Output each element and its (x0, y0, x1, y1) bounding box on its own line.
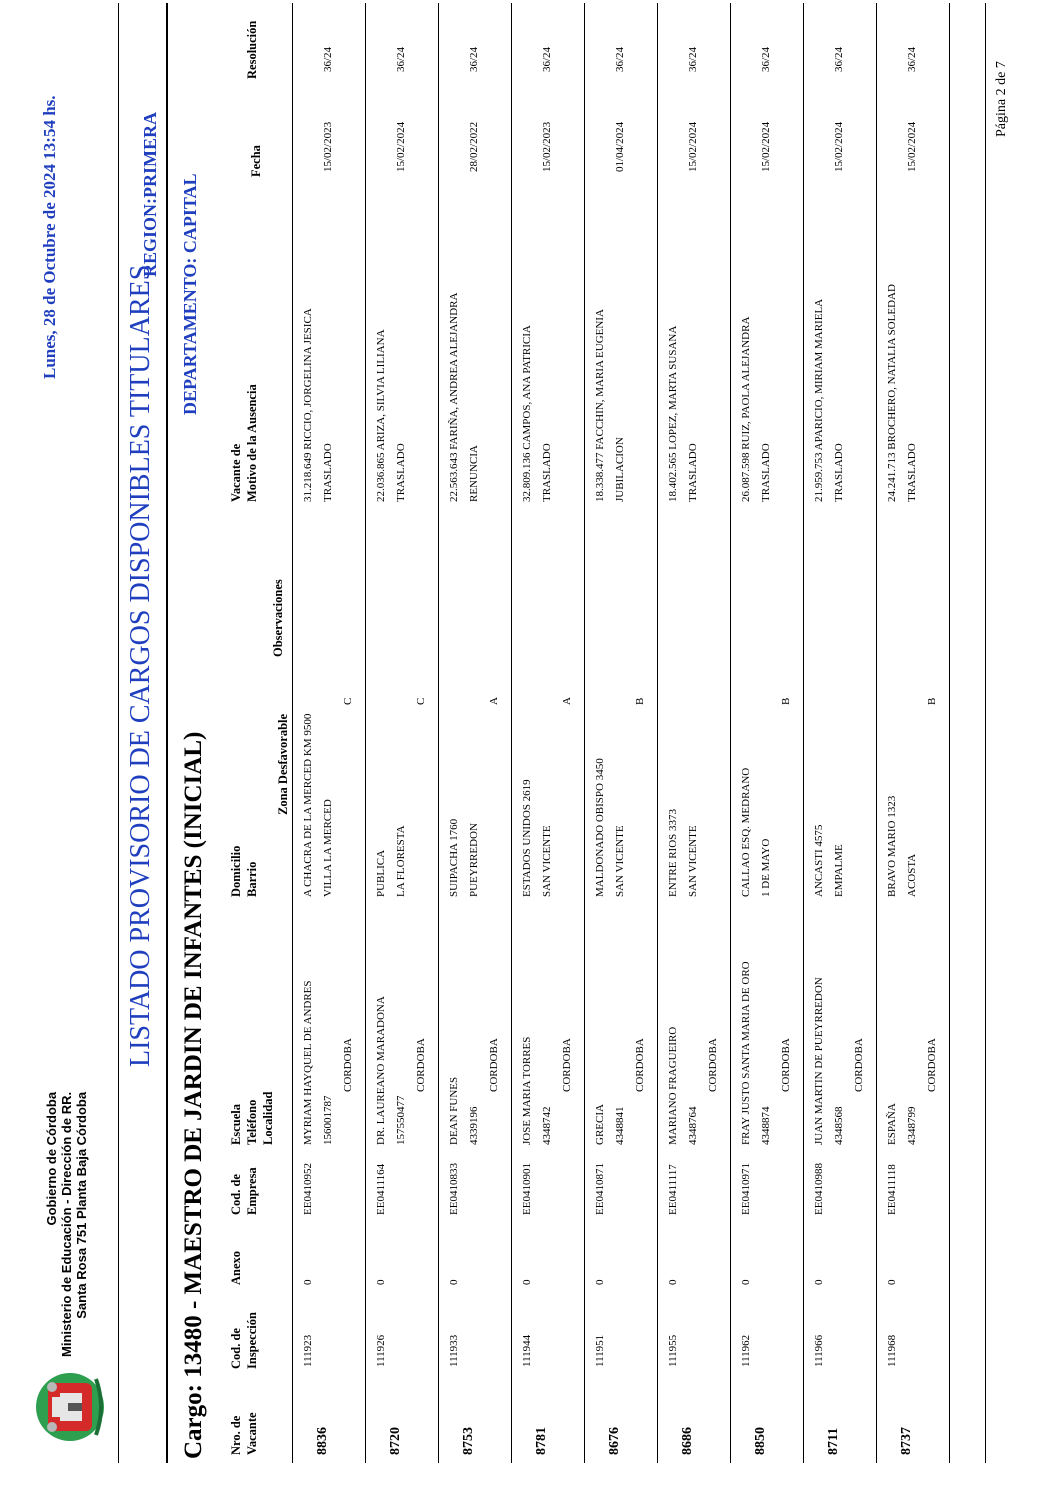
col-vacante: Nro. de Vacante (229, 1412, 259, 1455)
escuela-name: FRAY JUSTO SANTA MARIA DE ORO (740, 961, 752, 1145)
col-vacante-de: Vacante de Motivo de la Ausencia (229, 384, 259, 502)
escuela-name: MARIANO FRAGUEIRO (667, 1026, 679, 1145)
zona-value: C (342, 697, 354, 705)
empresa-code: EE0411117 (667, 1164, 679, 1215)
vacante-number: 8737 (899, 1427, 914, 1455)
zona-value: B (634, 697, 646, 705)
col-domicilio: Domicilio Barrio (229, 845, 259, 897)
vacante-de-value: 22.563.643 FARIÑA, ANDREA ALEJANDRA (448, 292, 460, 502)
resolucion-value: 36/24 (468, 46, 480, 72)
escuela-name: JUAN MARTIN DE PUEYRREDON (813, 977, 825, 1145)
table-row (733, 0, 806, 1497)
domicilio-value: A CHACRA DE LA MERCED KM 9500 (302, 713, 314, 897)
resolucion-value: 36/24 (687, 46, 699, 72)
domicilio-value: ESTADOS UNIDOS 2619 (521, 779, 533, 897)
header-rule (118, 3, 119, 1463)
anexo-value: 0 (302, 1279, 314, 1285)
vacante-number: 8720 (388, 1427, 403, 1455)
resolucion-value: 36/24 (760, 46, 772, 72)
table-row (587, 0, 660, 1497)
barrio-value: 1 DE MAYO (760, 838, 772, 897)
zona-value: B (926, 697, 938, 705)
vacante-de-value: 21.959.753 APARICIO, MIRIAM MARIELA (813, 298, 825, 502)
col-escuela: Escuela Teléfono Localidad (229, 1091, 275, 1145)
inspeccion-code: 111968 (886, 1334, 898, 1367)
escuela-name: JOSE MARIA TORRES (521, 1036, 533, 1145)
localidad-value: CORDOBA (707, 1038, 719, 1092)
page-title: LISTADO PROVISORIO DE CARGOS DISPONIBLES TITULARES (125, 264, 156, 1067)
footer-rule (985, 3, 986, 1463)
motivo-value: TRASLADO (906, 443, 918, 502)
barrio-value: SAN VICENTE (541, 825, 553, 897)
table-row (514, 0, 587, 1497)
col-empresa: Cod. de Empresa (229, 1167, 259, 1215)
inspeccion-code: 111955 (667, 1334, 679, 1367)
row-divider (365, 3, 366, 1463)
zona-value: A (488, 697, 500, 705)
localidad-value: CORDOBA (488, 1038, 500, 1092)
telefono-value: 4348799 (906, 1106, 918, 1145)
empresa-code: EE0410988 (813, 1163, 825, 1215)
anexo-value: 0 (667, 1279, 679, 1285)
resolucion-value: 36/24 (906, 46, 918, 72)
fecha-value: 15/02/2024 (760, 121, 772, 172)
escuela-name: ESPAÑA (886, 1103, 898, 1145)
vacante-number: 8836 (315, 1427, 330, 1455)
escuela-name: DR. LAUREANO MARADONA (375, 996, 387, 1145)
barrio-value: EMPALME (833, 844, 845, 897)
col-resolucion: Resolución (245, 20, 259, 79)
org-header (44, 1092, 89, 1357)
org-address: Santa Rosa 751 Planta Baja Córdoba (74, 1091, 89, 1319)
anexo-value: 0 (740, 1279, 752, 1285)
zona-value: B (780, 697, 792, 705)
vacante-number: 8711 (826, 1427, 841, 1455)
coat-of-arms-icon (26, 1365, 110, 1449)
empresa-code: EE0410833 (448, 1163, 460, 1215)
row-divider (292, 3, 293, 1463)
escuela-name: DEAN FUNES (448, 1076, 460, 1145)
col-inspeccion: Cod. de Inspección (229, 1312, 259, 1369)
resolucion-value: 36/24 (833, 46, 845, 72)
row-divider (511, 3, 512, 1463)
domicilio-value: ENTRE RIOS 3373 (667, 809, 679, 897)
motivo-value: TRASLADO (395, 443, 407, 502)
telefono-value: 157550477 (395, 1095, 407, 1145)
domicilio-value: BRAVO MARIO 1323 (886, 795, 898, 897)
empresa-code: EE0410952 (302, 1163, 314, 1215)
report-date: Lunes, 28 de Octubre de 2024 13:54 hs. (40, 95, 59, 379)
anexo-value: 0 (375, 1279, 387, 1285)
fecha-value: 15/02/2024 (906, 121, 918, 172)
vacante-number: 8676 (607, 1427, 622, 1455)
fecha-value: 15/02/2024 (833, 121, 845, 172)
telefono-value: 4348742 (541, 1106, 553, 1145)
barrio-value: VILLA LA MERCED (322, 799, 334, 897)
localidad-value: CORDOBA (853, 1038, 865, 1092)
zona-value: C (415, 697, 427, 705)
page-number: Página 2 de 7 (994, 61, 1009, 137)
inspeccion-code: 111933 (448, 1334, 460, 1367)
domicilio-value: CALLAO ESQ. MEDRANO (740, 767, 752, 897)
title-rule (166, 3, 168, 1463)
localidad-value: CORDOBA (780, 1038, 792, 1092)
departamento-label: DEPARTAMENTO: CAPITAL (180, 173, 200, 415)
fecha-value: 15/02/2023 (541, 121, 553, 172)
table-row (806, 0, 879, 1497)
vacante-number: 8850 (753, 1427, 768, 1455)
domicilio-value: MALDONADO OBISPO 3450 (594, 758, 606, 897)
cargo-title: Cargo: 13480 - MAESTRO DE JARDIN DE INFANTES (INICIAL) (180, 731, 207, 1459)
row-divider (657, 3, 658, 1463)
anexo-value: 0 (886, 1279, 898, 1285)
table-row (879, 0, 952, 1497)
vacante-de-value: 18.402.565 LOPEZ, MARTA SUSANA (667, 325, 679, 502)
empresa-code: EE0410901 (521, 1163, 533, 1215)
localidad-value: CORDOBA (342, 1038, 354, 1092)
vacante-number: 8753 (461, 1427, 476, 1455)
inspeccion-code: 111951 (594, 1334, 606, 1367)
resolucion-value: 36/24 (541, 46, 553, 72)
zona-value: A (561, 697, 573, 705)
localidad-value: CORDOBA (926, 1038, 938, 1092)
resolucion-value: 36/24 (614, 46, 626, 72)
escuela-name: MYRIAM HAYQUEL DE ANDRES (302, 980, 314, 1145)
fecha-value: 15/02/2024 (395, 121, 407, 172)
barrio-value: SAN VICENTE (687, 825, 699, 897)
vacante-number: 8781 (534, 1427, 549, 1455)
table-row (441, 0, 514, 1497)
fecha-value: 28/02/2022 (468, 121, 480, 172)
vacante-de-value: 32.809.136 CAMPOS, ANA PATRICIA (521, 325, 533, 502)
fecha-value: 01/04/2024 (614, 121, 626, 172)
domicilio-value: SUIPACHA 1760 (448, 818, 460, 897)
domicilio-value: PUBLICA (375, 849, 387, 897)
empresa-code: EE0410971 (740, 1163, 752, 1215)
vacante-de-value: 22.036.865 ARIZA, SILVIA LILIANA (375, 329, 387, 502)
col-zona: Zona Desfavorable (276, 713, 290, 815)
row-divider (803, 3, 804, 1463)
row-divider (584, 3, 585, 1463)
escuela-name: GRECIA (594, 1104, 606, 1145)
telefono-value: 4348874 (760, 1106, 772, 1145)
row-divider (730, 3, 731, 1463)
motivo-value: TRASLADO (760, 443, 772, 502)
empresa-code: EE0411164 (375, 1163, 387, 1215)
anexo-value: 0 (813, 1279, 825, 1285)
resolucion-value: 36/24 (395, 46, 407, 72)
localidad-value: CORDOBA (561, 1038, 573, 1092)
motivo-value: TRASLADO (541, 443, 553, 502)
vacante-de-value: 26.087.598 RUIZ, PAOLA ALEJANDRA (740, 316, 752, 502)
telefono-value: 4348841 (614, 1106, 626, 1145)
table-row (295, 0, 368, 1497)
motivo-value: RENUNCIA (468, 445, 480, 502)
vacante-de-value: 31.218.649 RICCIO, JORGELINA JESICA (302, 308, 314, 502)
motivo-value: JUBILACION (614, 437, 626, 502)
anexo-value: 0 (448, 1279, 460, 1285)
inspeccion-code: 111944 (521, 1334, 533, 1367)
domicilio-value: ANCASTI 4575 (813, 824, 825, 897)
vacante-de-value: 18.338.477 FACCHIN, MARIA EUGENIA (594, 309, 606, 502)
vacante-de-value: 24.241.713 BROCHERO, NATALIA SOLEDAD (886, 284, 898, 502)
col-observaciones: Observaciones (271, 579, 285, 657)
telefono-value: 4348764 (687, 1106, 699, 1145)
barrio-value: LA FLORESTA (395, 825, 407, 897)
barrio-value: PUEYRREDON (468, 823, 480, 897)
anexo-value: 0 (594, 1279, 606, 1285)
telefono-value: 4348568 (833, 1106, 845, 1145)
col-anexo: Anexo (229, 1250, 243, 1285)
row-divider (438, 3, 439, 1463)
barrio-value: ACOSTA (906, 853, 918, 897)
col-fecha: Fecha (249, 145, 263, 177)
table-row (368, 0, 441, 1497)
region-label: REGION:PRIMERA (140, 112, 160, 277)
telefono-value: 156001787 (322, 1095, 334, 1145)
fecha-value: 15/02/2024 (687, 121, 699, 172)
motivo-value: TRASLADO (322, 443, 334, 502)
resolucion-value: 36/24 (322, 46, 334, 72)
barrio-value: SAN VICENTE (614, 825, 626, 897)
inspeccion-code: 111966 (813, 1334, 825, 1367)
motivo-value: TRASLADO (833, 443, 845, 502)
localidad-value: CORDOBA (634, 1038, 646, 1092)
fecha-value: 15/02/2023 (322, 121, 334, 172)
row-divider (876, 3, 877, 1463)
org-name: Gobierno de Córdoba (44, 1091, 59, 1226)
vacante-number: 8686 (680, 1427, 695, 1455)
telefono-value: 4339196 (468, 1106, 480, 1145)
org-ministry: Ministerio de Educación - Dirección de RR. (59, 1091, 74, 1357)
table-row (660, 0, 733, 1497)
table-bottom-rule (949, 3, 950, 1463)
empresa-code: EE0411118 (886, 1164, 898, 1215)
anexo-value: 0 (521, 1279, 533, 1285)
inspeccion-code: 111926 (375, 1334, 387, 1367)
inspeccion-code: 111923 (302, 1334, 314, 1367)
empresa-code: EE0410871 (594, 1163, 606, 1215)
motivo-value: TRASLADO (687, 443, 699, 502)
localidad-value: CORDOBA (415, 1038, 427, 1092)
inspeccion-code: 111962 (740, 1334, 752, 1367)
